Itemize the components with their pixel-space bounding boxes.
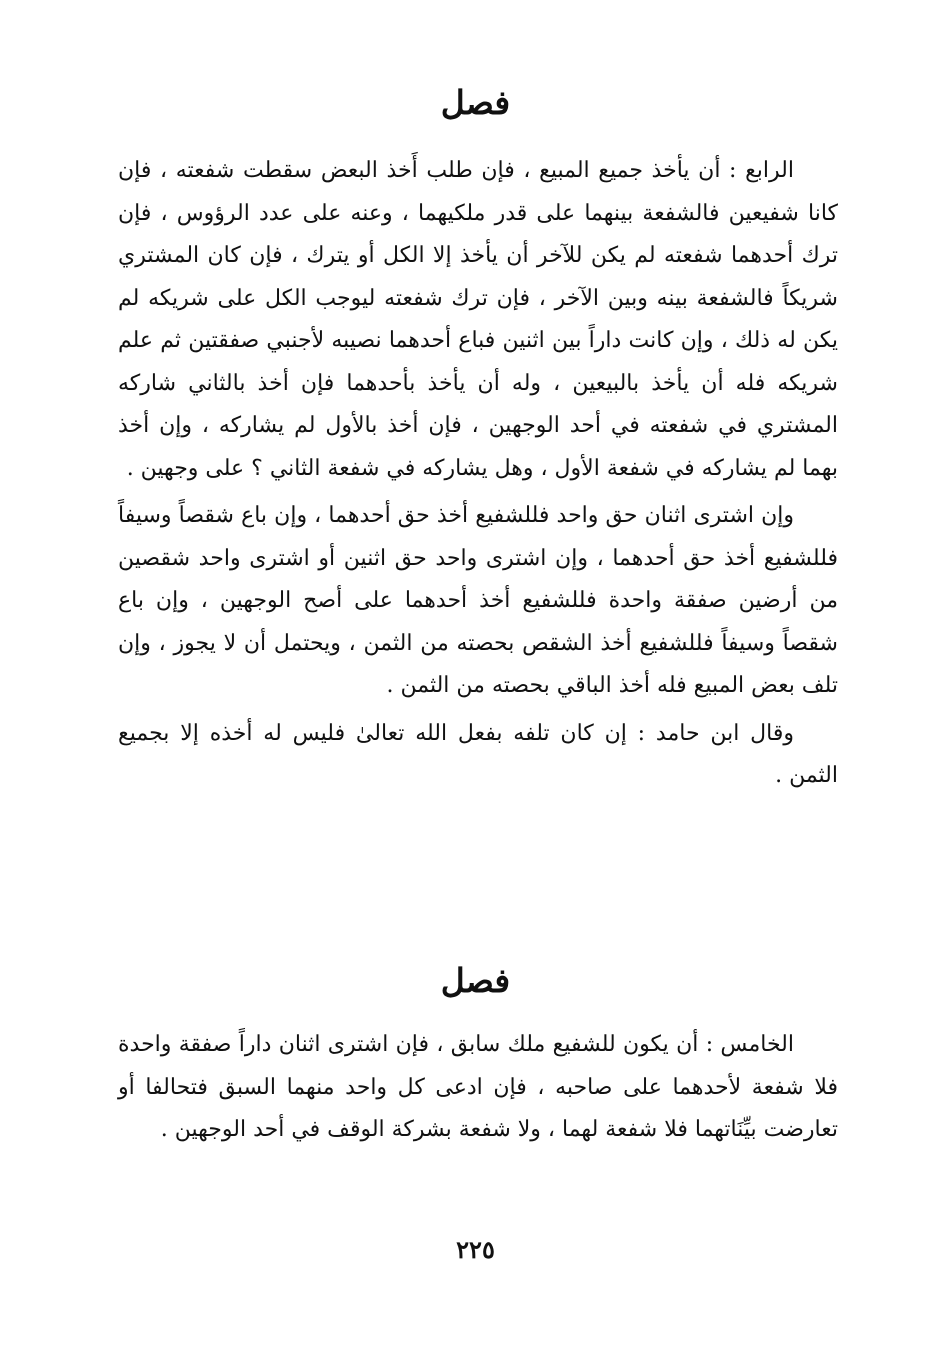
paragraph: الخامس : أن يكون للشفيع ملك سابق ، فإن اشترى اثنان داراً صفقة واحدة فلا شفعة لأحدهما على صاحبه ، فإن ادعى كل واحد منهما السبق فتحالفا أو تعارضت بيِّنَاتهما فلا شفعة لهما ، ولا شفعة بشركة الوقف في أحد الوجهين . bbox=[118, 1032, 838, 1142]
section-heading: فصل bbox=[440, 961, 511, 1000]
paragraph: وإن اشترى اثنان حق واحد فللشفيع أخذ حق أحدهما ، وإن باع شقصاً وسيفاً فللشفيع أخذ حق أحدهما ، وإن اشترى واحد حق اثنين أو اشترى واحد شقصين من أرضين صفقة واحدة فللشفيع أخذ أحدهما على أصح الوجهين ، وإن باع شقصاً وسيفاً فللشفيع أخذ الشقص بحصته من الثمن ، ويحتمل أن لا يجوز ، وإن تلف بعض المبيع فله أخذ الباقي بحصته من الثمن . bbox=[118, 503, 838, 698]
section-body bbox=[118, 150, 838, 798]
paragraph: الرابع : أن يأخذ جميع المبيع ، فإن طلب أَخذ البعض سقطت شفعته ، فإن كانا شفيعين فالشفعة بينهما على قدر ملكيهما ، وعنه على عدد الرؤوس ، فإن ترك أحدهما شفعته لم يكن للآخر أن يأخذ إلا الكل أو يترك ، فإن كان المشتري شريكاً فالشفعة بينه وبين الآخر ، فإن ترك شفعته ليوجب الكل على شريكه لم يكن له ذلك ، وإن كانت داراً بين اثنين فباع أحدهما نصيبه لأجنبي صفقتين ثم علم شريكه فله أن يأخذ بالبيعين ، وله أن يأخذ بأحدهما فإن أخذ بالثاني شاركه المشتري في شفعته في أحد الوجهين ، فإن أخذ بالأول لم يشاركه ، وإن أخذ بهما لم يشاركه في شفعة الأول ، وهل يشاركه في شفعة الثاني ؟ على وجهين . bbox=[118, 158, 838, 481]
paragraph: وقال ابن حامد : إن كان تلفه بفعل الله تعالىٰ فليس له أخذه إلا بجميع الثمن . bbox=[118, 720, 838, 788]
section-heading: فصل bbox=[440, 83, 511, 122]
page-number: ٢٢٥ bbox=[456, 1235, 495, 1264]
section-body bbox=[118, 1024, 838, 1152]
